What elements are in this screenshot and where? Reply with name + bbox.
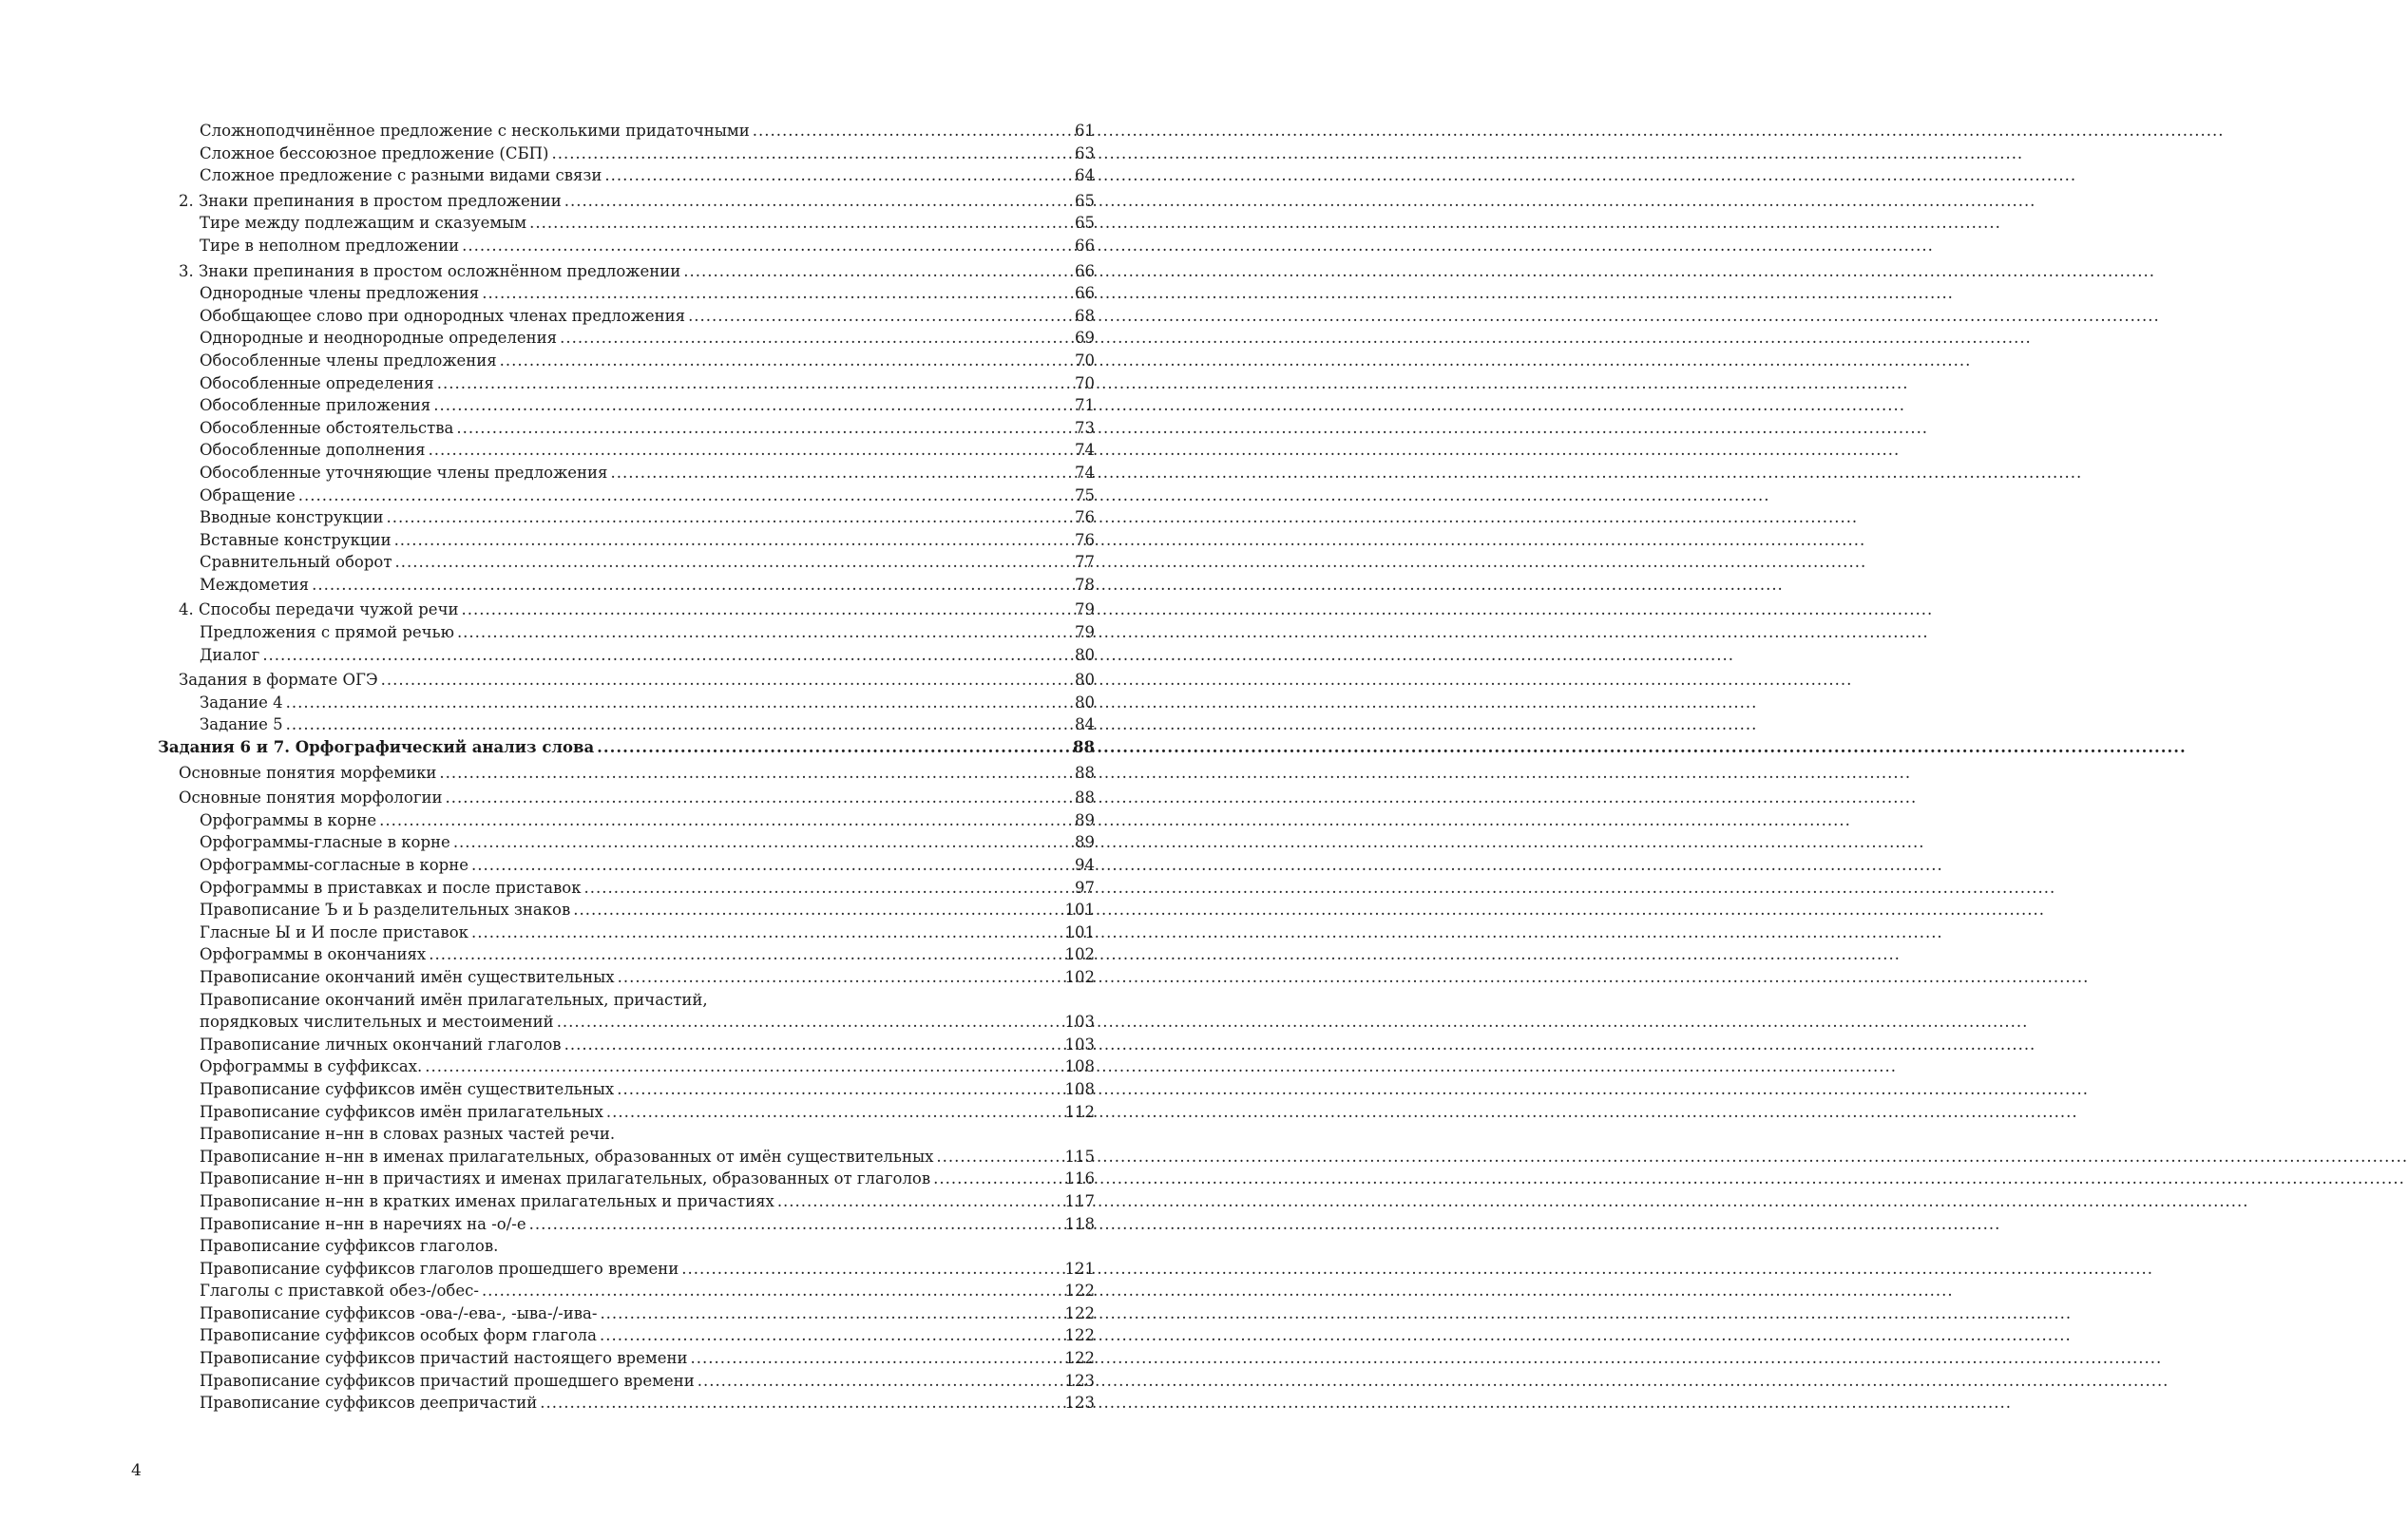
dot-leader [551,142,1065,165]
toc-entry [158,212,1095,235]
toc-entry-page: 102 [1064,967,1095,986]
toc-entry [158,484,1095,507]
toc-entry [158,736,1095,759]
toc-entry-title: Орфограммы в корне [200,810,377,829]
toc-entry [158,854,1095,877]
toc-entry [158,877,1095,900]
dot-leader [394,551,1065,574]
toc-entry [158,762,1095,785]
toc-entry [158,1302,1095,1325]
toc-entry [158,1370,1095,1393]
dot-leader [457,621,1065,644]
toc-entry-title: Задания в формате ОГЭ [179,671,378,690]
toc-entry-title: Правописание н–нн в наречиях на -о/-е [200,1214,526,1233]
toc-entry-page: 64 [1075,166,1095,185]
dot-leader [698,1370,1062,1393]
toc-entry-page: 108 [1064,1057,1095,1076]
dot-leader [312,574,1065,597]
toc-entry [158,327,1095,350]
dot-leader [688,305,1065,328]
toc-entry [158,1280,1095,1302]
toc-entry-page: 103 [1064,1035,1095,1054]
toc-entry [158,417,1095,440]
toc-entry-page: 80 [1075,693,1095,712]
dot-leader [933,1168,1061,1190]
dot-leader [610,462,1065,484]
dot-leader [482,1280,1062,1302]
toc-entry-title: Правописание н–нн в словах разных частей речи. [200,1125,616,1144]
toc-entry [158,831,1095,854]
dot-leader [453,831,1065,854]
toc-entry-page: 66 [1075,236,1095,255]
toc-entry-title: Сложноподчинённое предложение с несколькими придаточными [200,122,750,140]
toc-entry-title: Правописание суффиксов причастий настоящего времени [200,1349,688,1368]
toc-entry-title: Орфограммы в суффиксах. [200,1057,423,1076]
toc-entry-title: Правописание окончаний имён существительных [200,967,615,986]
toc-entry-title: Тире между подлежащим и сказуемым [200,214,527,233]
toc-entry [158,1324,1095,1347]
toc-entry [158,943,1095,966]
toc-entry [158,1347,1095,1370]
toc-entry-title: Задание 5 [200,715,283,734]
toc-entry [158,1034,1095,1056]
toc-entry-page: 77 [1075,553,1095,572]
toc-entry-title: Междометия [200,575,310,594]
dot-leader [573,899,1061,922]
toc-entry-title: Правописание суффиксов особых форм глагола [200,1326,597,1345]
toc-entry-page: 68 [1075,306,1095,325]
dot-leader [690,1347,1061,1370]
dot-leader [429,943,1061,966]
toc-entry [158,713,1095,736]
toc-entry [158,1392,1095,1415]
toc-entry-page: 70 [1075,373,1095,392]
dot-leader [500,350,1065,372]
toc-entry-page: 74 [1075,463,1095,482]
toc-entry-page: 61 [1075,122,1095,140]
toc-entry [158,1055,1095,1078]
toc-entry [158,1123,1095,1146]
toc-entry [158,529,1095,552]
dot-leader [617,1078,1061,1101]
toc-entry-page: 76 [1075,530,1095,549]
dot-leader [604,164,1065,187]
toc-entry-page: 65 [1075,191,1095,210]
toc-entry-page: 66 [1075,284,1095,303]
dot-leader [584,877,1065,900]
toc-entry-title: Тире в неполном предложении [200,236,460,255]
toc-entry-page: 102 [1064,945,1095,964]
dot-leader [425,1055,1061,1078]
dot-leader [529,212,1065,235]
dot-leader [386,506,1065,529]
toc-entry-page: 115 [1064,1147,1095,1166]
dot-leader [540,1392,1061,1415]
dot-leader [597,736,1065,759]
toc-entry-page: 76 [1075,508,1095,527]
toc-entry-page: 122 [1064,1282,1095,1301]
toc-entry-title: Обособленные приложения [200,396,431,415]
toc-entry [158,669,1095,692]
toc-entry-page: 112 [1064,1102,1095,1121]
dot-leader [482,282,1065,305]
toc-entry [158,551,1095,574]
toc-entry-page: 74 [1075,441,1095,460]
toc-entry-page: 88 [1073,738,1095,757]
toc-entry [158,120,1095,142]
toc-entry-title: Глаголы с приставкой обез-/обес- [200,1282,479,1301]
toc-entry-title: Обобщающее слово при однородных членах предложения [200,306,686,325]
toc-entry-title: Сравнительный оборот [200,553,392,572]
toc-entry [158,922,1095,944]
toc-entry-title: Предложения с прямой речью [200,623,454,642]
toc-entry-page: 79 [1075,623,1095,642]
toc-entry-title: Обращение [200,485,296,504]
toc-entry-title: Обособленные члены предложения [200,351,497,370]
dot-leader [379,809,1065,832]
toc-entry-title: Диалог [200,645,260,664]
toc-entry-title: 3. Знаки препинания в простом осложнённом предложении [179,261,681,280]
toc-entry-page: 78 [1075,575,1095,594]
dot-leader [286,692,1065,714]
toc-entry-title: Правописание н–нн в именах прилагательных, образованных от имён существительных [200,1147,934,1166]
toc-entry [158,260,1095,283]
dot-leader [437,372,1065,395]
dot-leader [753,120,1065,142]
table-of-contents [158,120,1095,1415]
toc-entry-title: Правописание суффиксов причастий прошедшего времени [200,1371,695,1390]
dot-leader [262,644,1065,667]
toc-entry [158,164,1095,187]
toc-entry-page: 66 [1075,261,1095,280]
toc-entry [158,282,1095,305]
toc-entry-page: 94 [1075,856,1095,874]
toc-entry-page: 121 [1064,1259,1095,1278]
toc-entry-page: 75 [1075,485,1095,504]
toc-entry-title: Орфограммы в окончаниях [200,945,427,964]
toc-entry-page: 122 [1064,1349,1095,1368]
toc-entry [158,1213,1095,1236]
toc-entry-page: 88 [1075,788,1095,808]
toc-entry-title: Задание 4 [200,693,283,712]
toc-entry [158,372,1095,395]
dot-leader [439,762,1065,785]
toc-entry-title: Сложное предложение с разными видами связи [200,166,602,185]
dot-leader [462,235,1065,257]
toc-entry [158,1078,1095,1101]
toc-entry-page: 117 [1064,1191,1095,1210]
toc-entry-page: 118 [1064,1214,1095,1233]
toc-entry [158,1190,1095,1213]
toc-entry-page: 101 [1064,922,1095,941]
toc-entry-title: Правописание суффиксов имён прилагательных [200,1102,603,1121]
toc-entry-title: Правописание Ъ и Ь разделительных знаков [200,901,571,920]
toc-entry-title: Правописание личных окончаний глаголов [200,1035,562,1054]
dot-leader [564,1034,1062,1056]
toc-entry [158,1011,1095,1034]
toc-entry-title: Обособленные дополнения [200,441,426,460]
toc-entry [158,644,1095,667]
toc-entry-title: Вставные конструкции [200,530,392,549]
toc-entry [158,787,1095,809]
dot-leader [557,1011,1062,1034]
toc-entry-title: Орфограммы-согласные в корне [200,856,468,874]
toc-entry [158,305,1095,328]
toc-entry-title: Правописание суффиксов -ова-/-ева-, -ыва-/-ива- [200,1303,598,1322]
dot-leader [286,713,1065,736]
toc-entry [158,1146,1095,1168]
dot-leader [529,1213,1062,1236]
toc-entry [158,350,1095,372]
toc-entry-title: Орфограммы в приставках и после приставок [200,878,582,897]
toc-entry-page: 123 [1064,1394,1095,1413]
toc-entry-title: Правописание н–нн в причастиях и именах прилагательных, образованных от глаголов [200,1169,931,1188]
toc-entry-page: 97 [1075,878,1095,897]
toc-entry [158,1258,1095,1281]
toc-entry-page: 79 [1075,600,1095,619]
dot-leader [600,1302,1061,1325]
toc-entry-title: 2. Знаки препинания в простом предложении [179,191,562,210]
toc-entry-page: 101 [1064,901,1095,920]
toc-entry-title: Сложное бессоюзное предложение (СБП) [200,143,549,162]
toc-entry-title: Основные понятия морфемики [179,763,437,782]
toc-entry-title: порядковых числительных и местоимений [200,1013,554,1032]
dot-leader [381,669,1065,692]
dot-leader [456,417,1065,440]
dot-leader [681,1258,1061,1281]
toc-entry [158,989,1095,1012]
toc-entry-title: Задания 6 и 7. Орфографический анализ слова [158,738,595,757]
toc-entry [158,809,1095,832]
toc-entry [158,394,1095,417]
dot-leader [471,922,1062,944]
dot-leader [298,484,1065,507]
toc-entry-title: Орфограммы-гласные в корне [200,833,450,852]
toc-entry-page: 80 [1075,671,1095,690]
toc-entry-page: 89 [1075,833,1095,852]
dot-leader [471,854,1065,877]
toc-entry-title: Правописание суффиксов глаголов. [200,1237,499,1256]
toc-entry [158,692,1095,714]
toc-entry-title: Вводные конструкции [200,508,384,527]
toc-entry [158,1168,1095,1190]
toc-entry-page: 88 [1075,763,1095,782]
dot-leader [560,327,1065,350]
toc-entry-title: Правописание суффиксов глаголов прошедшего времени [200,1259,679,1278]
toc-entry [158,1235,1095,1258]
toc-entry-page: 116 [1064,1169,1095,1188]
dot-leader [394,529,1065,552]
toc-entry-page: 108 [1064,1079,1095,1098]
dot-leader [777,1190,1062,1213]
toc-entry-page: 65 [1075,214,1095,233]
toc-entry [158,506,1095,529]
dot-leader [433,394,1065,417]
dot-leader [606,1101,1062,1124]
toc-entry [158,598,1095,621]
dot-leader [936,1146,1061,1168]
toc-entry-page: 89 [1075,810,1095,829]
toc-entry-page: 84 [1075,715,1095,734]
toc-entry-page: 69 [1075,329,1095,348]
dot-leader [461,598,1065,621]
toc-entry-title: Правописание суффиксов имён существительных [200,1079,615,1098]
toc-entry-page: 122 [1064,1326,1095,1345]
dot-leader [600,1324,1062,1347]
toc-entry-title: Обособленные определения [200,373,434,392]
toc-entry-page: 123 [1064,1371,1095,1390]
toc-entry-title: Правописание н–нн в кратких именах прилагательных и причастиях [200,1191,774,1210]
page-number: 4 [131,1461,142,1480]
toc-entry-page: 71 [1075,396,1095,415]
toc-entry-page: 80 [1075,645,1095,664]
toc-entry-title: Однородные члены предложения [200,284,480,303]
toc-entry-title: Однородные и неоднородные определения [200,329,558,348]
toc-entry-title: Основные понятия морфологии [179,788,443,808]
toc-entry-page: 63 [1075,143,1095,162]
toc-entry-title: Правописание окончаний имён прилагательных, причастий, [200,990,708,1009]
dot-leader [445,787,1065,809]
toc-entry [158,462,1095,484]
toc-entry-page: 103 [1064,1013,1095,1032]
toc-entry-title: 4. Способы передачи чужой речи [179,600,459,619]
dot-leader [564,190,1065,213]
dot-leader [618,966,1062,989]
toc-entry-title: Обособленные обстоятельства [200,418,454,437]
toc-entry [158,621,1095,644]
toc-entry-title: Правописание суффиксов деепричастий [200,1394,538,1413]
toc-entry [158,439,1095,462]
dot-leader [683,260,1065,283]
toc-entry [158,190,1095,213]
toc-entry-title: Гласные Ы и И после приставок [200,922,468,941]
toc-entry-page: 73 [1075,418,1095,437]
toc-entry [158,574,1095,597]
toc-entry [158,899,1095,922]
toc-entry-page: 70 [1075,351,1095,370]
toc-entry [158,1101,1095,1124]
dot-leader [429,439,1065,462]
toc-entry-title: Обособленные уточняющие члены предложения [200,463,608,482]
toc-entry [158,966,1095,989]
toc-entry-page: 122 [1064,1303,1095,1322]
toc-entry [158,235,1095,257]
toc-entry [158,142,1095,165]
